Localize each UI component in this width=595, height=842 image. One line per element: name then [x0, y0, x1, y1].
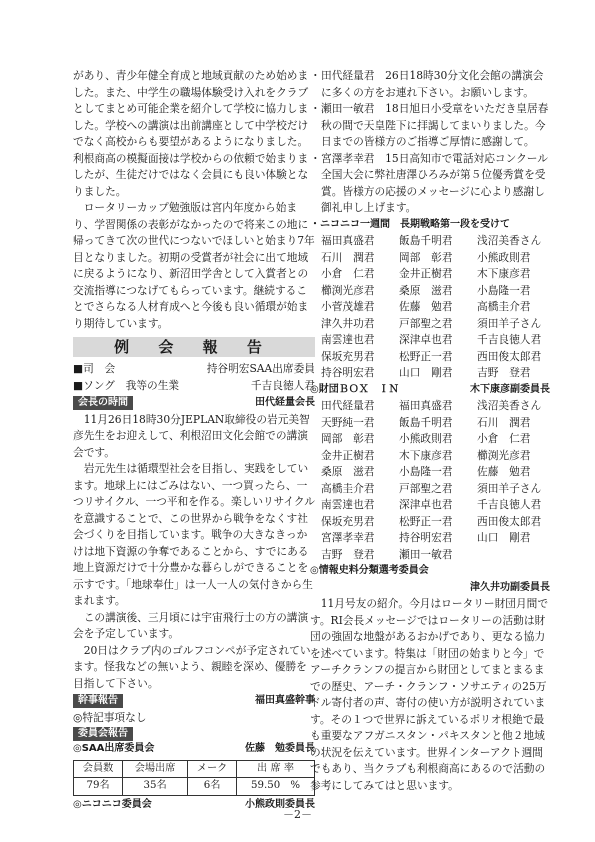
nikoniko-entry	[310, 151, 550, 217]
program-person: 千吉良徳人君	[250, 378, 315, 392]
member-name: 南雲達也君	[321, 498, 375, 511]
president-name: 田代経量会長	[255, 397, 315, 408]
committee-report-tag: 委員会報告	[73, 727, 133, 741]
nikoniko-committee-title: ◎ニコニコ委員会	[73, 798, 152, 810]
president-section-header	[73, 395, 315, 412]
intro-paragraph-2: ロータリーカップ勉強版は宮内年度から始まり、学習関係の表彰がなかったので将来この地に帰ってきて次の世代につないでほしいと始まり7年目となりました。初期の受賞者が社会に出て地域に戻るようになり、新沼田学舎として入賞者との交流指導につなげてもらっています。継続することでさらなる人材育成へと今後も良い循環が始まり期待しています。	[73, 201, 315, 330]
president-time-tag: 会長の時間	[73, 396, 133, 410]
member-name: 岡部 彰君	[321, 432, 375, 445]
member-name: 福田真盛君	[399, 399, 453, 412]
president-paragraph: 11月26日18時30分JEPLAN取締役の岩元美智彦先生をお迎えして、利根沼田文化会館での講演会です。	[73, 412, 310, 459]
right-column	[310, 68, 550, 794]
left-column	[73, 68, 315, 813]
member-name: 吉野 登君	[477, 366, 531, 379]
president-paragraph: 20日はクラブ内のゴルフコンペが予定されています。怪我などの無いよう、親睦を深め、優勝を目指して下さい。	[73, 643, 311, 690]
member-name: 木下康彦君	[477, 267, 531, 280]
program-line-emcee	[73, 361, 315, 378]
program-line-song	[73, 378, 315, 395]
president-paragraph: この講演後、三月頃には宇宙飛行士の方の講演会を予定しています。	[73, 610, 309, 640]
member-name: 福田真盛君	[321, 234, 375, 247]
header-members: 会員数	[74, 760, 123, 778]
saa-committee-title: ◎SAA出席委員会	[73, 743, 155, 754]
member-name: 小熊政則君	[477, 250, 531, 264]
value-members: 79名	[74, 778, 123, 796]
nikoniko-week-names	[310, 233, 550, 382]
bullet-dot: ・	[310, 151, 321, 165]
member-name: 千吉良徳人君	[477, 333, 542, 346]
member-name: 金井正樹君	[399, 267, 453, 280]
secretary-name: 福田真盛幹事	[255, 695, 315, 706]
nikoniko-week-heading: ・ニコニコ一週間 長期戦略第一段を受けて	[310, 218, 510, 230]
value-rate: 59.50 %	[237, 778, 315, 796]
member-name: 高橋圭介君	[321, 481, 375, 495]
secretary-section-header	[73, 693, 315, 710]
member-name: 瀬田一敏君	[399, 547, 453, 561]
secretary-text: ◎特記事項なし	[73, 710, 147, 724]
nikoniko-entry-text: 田代経量君 26日18時30分文化会館の講演会に多くの方をお連れ下さい。お願いします。	[321, 69, 544, 99]
member-name: 深津卓也君	[399, 333, 453, 346]
member-name: 千吉良徳人君	[477, 498, 542, 511]
bullet-dot: ・	[310, 102, 321, 115]
info-committee-title: ◎情報史料分類選考委員会	[310, 565, 429, 576]
member-name: 西田俊太郎君	[477, 514, 542, 528]
member-name: 宮澤孝幸君	[321, 531, 375, 544]
intro-paragraph-1: があり、青少年健全育成と地域貢献のため始めました。また、中学生の職場体験受け入れをクラブとしてまとめ可能企業を紹介して学校に協力しました。学校への講演は出前講座として中学校だけでなく高校からも要望があるようになりました。利根商高の模擬面接は学校からの依頼で始まりましたが、生徒だけではなく会員にも良い体験となりました。	[73, 69, 309, 198]
member-name: 石川 潤君	[321, 250, 375, 264]
saa-committee-chair: 佐藤 勉委員長	[245, 743, 315, 754]
member-name: 木下康彦君	[399, 448, 453, 462]
member-name: 戸部聖之君	[399, 481, 453, 495]
member-name: 松野正一君	[399, 514, 453, 528]
member-name: 佐藤 勉君	[477, 465, 531, 478]
info-committee-chair: 津久井功副委員長	[470, 581, 550, 593]
member-name: 持谷明宏君	[399, 531, 453, 544]
nikoniko-committee-chair: 小熊政則委員長	[245, 798, 315, 810]
member-name: 小倉 仁君	[321, 267, 375, 280]
program-label: ■ソング 我等の生業	[73, 378, 180, 392]
program-person: 持谷明宏SAA出席委員	[206, 362, 315, 375]
member-name: 南雲達也君	[321, 333, 375, 346]
nikoniko-entry-text: 瀬田一敏君 18日旭日小受章をいただき皇居春秋の間で天皇陛下に拝謁してまいりました。今日までの皆様方のご指導ご厚情に感謝して。	[321, 102, 549, 148]
header-present: 会場出席	[123, 760, 188, 778]
value-makeup: 6名	[188, 778, 237, 796]
member-name: 持谷明宏君	[321, 366, 375, 379]
value-present: 35名	[123, 778, 188, 796]
foundation-box-names	[310, 398, 550, 563]
member-name: 石川 潤君	[477, 415, 531, 429]
header-makeup: メーク	[188, 760, 237, 778]
member-name: 岡部 彰君	[399, 250, 453, 264]
member-name: 小熊政則君	[399, 432, 453, 445]
member-name: 浅沼美香さん	[477, 399, 542, 412]
foundation-box-title: ◎財団ＢＯＸ ＩＮ	[310, 383, 399, 395]
member-name: 山口 剛君	[477, 531, 531, 544]
member-name: 松野正一君	[399, 349, 453, 363]
member-name: 金井正樹君	[321, 448, 375, 462]
secretary-report-tag: 幹事報告	[73, 694, 123, 708]
info-committee-text: 11月号友の紹介。今月はロータリー財団月間です。RI会長メッセージではロータリーの活動は財団の強固な地盤があるおかげであり、更なる協力を述べています。特集は「財団の始まりと今」でアーチクランフの提言から財団としてまとまるまでの歴史、アーチ・クランフ・ソサエティの25万ドル寄付者の声、寄付の使い方が説明されています。その１つで世界に訴えているポリオ根絶で最も重要なアフガニスタン・パキスタンと他２地域の状況を伝えています。世界インターアクト週間でもあり、当クラブも利根商高にあるので活動の参考にしてみてはと思います。	[310, 597, 549, 792]
member-name: 小島隆一君	[477, 283, 531, 297]
header-rate: 出 席 率	[237, 760, 315, 778]
member-name: 櫛渕光彦君	[321, 283, 375, 297]
nikoniko-entry	[310, 101, 550, 151]
member-name: 高橋圭介君	[477, 300, 531, 313]
bullet-dot: ・	[310, 69, 321, 82]
member-name: 須田羊子さん	[477, 316, 542, 330]
member-name: 津久井功君	[321, 316, 375, 330]
member-name: 吉野 登君	[321, 547, 375, 561]
nikoniko-entry	[310, 68, 550, 101]
member-name: 浅沼美香さん	[477, 234, 542, 247]
attendance-value-row	[74, 778, 315, 796]
member-name: 深津卓也君	[399, 498, 453, 511]
member-name: 小菅茂雄君	[321, 300, 375, 313]
member-name: 保坂充男君	[321, 349, 375, 363]
member-name: 飯島千明君	[399, 415, 453, 429]
attendance-header-row	[74, 760, 315, 778]
president-paragraph: 岩元先生は循環型社会を目指し、実践をしています。地球上にはごみはない、一つ買ったら、一つリサイクル、一つ平和を作る。楽しいリサイクルを意識することで、この世界から戦争をなくす社会づくりを目指しています。戦争の大きなきっかけは地下資源の争奪であることから、すでにある地上資源だけで十分豊かな暮らしができることを示すです。「地球奉仕」は一人一人の気付きから生まれます。	[73, 462, 315, 607]
foundation-box-chair: 木下康彦副委員長	[470, 383, 550, 395]
member-name: 須田羊子さん	[477, 481, 542, 495]
nikoniko-entry-text: 宮澤孝幸君 15日高知市で電話対応コンクール全国大会に弊社唐澤ひろみが第５位優秀賞を受賞。皆様方の応援のメッセージに心より感謝し御礼申し上げます。	[321, 151, 548, 214]
member-name	[477, 547, 557, 564]
member-name: 桑原 滋君	[399, 283, 453, 297]
member-name: 桑原 滋君	[321, 465, 375, 478]
program-label: ■司 会	[73, 362, 116, 375]
member-name: 小島隆一君	[399, 465, 453, 478]
foundation-box-header	[310, 382, 550, 399]
member-name: 戸部聖之君	[399, 316, 453, 330]
committee-section-header	[73, 727, 315, 741]
member-name: 櫛渕光彦君	[477, 448, 531, 462]
saa-committee-header	[73, 741, 315, 758]
member-name: 山口 剛君	[399, 366, 453, 379]
member-name: 佐藤 勉君	[399, 300, 453, 313]
member-name: 西田俊太郎君	[477, 349, 542, 363]
member-name: 飯島千明君	[399, 234, 453, 247]
member-name: 天野純一君	[321, 415, 375, 429]
meeting-report-banner: 例 会 報 告	[73, 337, 315, 357]
member-name: 保坂充男君	[321, 514, 375, 528]
page-number: －2－	[283, 808, 312, 821]
member-name: 田代経量君	[321, 399, 375, 412]
attendance-table	[73, 760, 315, 796]
member-name: 小倉 仁君	[477, 432, 531, 445]
